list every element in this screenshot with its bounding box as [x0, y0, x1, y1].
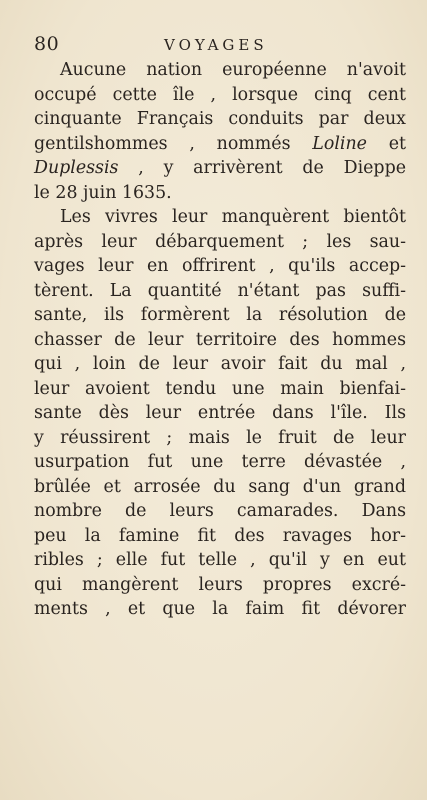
text-line: usurpation fut une terre dévastée , [34, 452, 406, 472]
text-line: brûlée et arrosée du sang d'un grand [34, 476, 406, 497]
text-line: le 28 juin 1635. [34, 182, 172, 203]
text-line: occupé cette île , lorsque cinq cent [34, 84, 406, 105]
text-line: ribles ; elle fut telle , qu'il y en eut [34, 550, 406, 570]
person-name-duplessis: Duplessis [34, 158, 119, 178]
text-line: qui mangèrent leurs propres excré- [34, 574, 406, 595]
text-line: chasser de leur territoire des hommes [34, 329, 406, 350]
text-line: vages leur en offrirent , qu'ils accep- [34, 256, 406, 276]
text-line: sante dès leur entrée dans l'île. Ils [34, 403, 406, 423]
paragraph-2 [34, 205, 406, 622]
text-line: sante, ils formèrent la résolution de [34, 305, 406, 325]
text-line: Aucune nation européenne n'avoit [60, 60, 406, 80]
paragraph-1 [34, 58, 406, 205]
text-line: après leur débarquement ; les sau- [34, 231, 406, 252]
text-run: et [366, 133, 407, 154]
text-line: cinquante Français conduits par deux [34, 109, 406, 129]
running-title: VOYAGES [164, 36, 268, 54]
text-line: y réussirent ; mais le fruit de leur [34, 427, 406, 448]
text-line [34, 132, 406, 157]
body-text [34, 58, 406, 622]
text-line: Les vivres leur manquèrent bientôt [60, 207, 406, 227]
text-line: tèrent. La quantité n'étant pas suffi- [34, 280, 406, 301]
text-line: qui , loin de leur avoir fait du mal , [34, 354, 406, 374]
page-header [34, 33, 394, 57]
page-number: 80 [34, 33, 60, 55]
text-line: leur avoient tendu une main bienfai- [34, 378, 406, 399]
text-line: ments , et que la faim fit dévorer [34, 599, 406, 619]
text-run: gentilshommes , nommés [34, 133, 313, 154]
text-run: , y arrivèrent de Dieppe [118, 158, 406, 178]
person-name-loline: Loline [312, 133, 367, 154]
text-line: peu la famine fit des ravages hor- [34, 525, 406, 546]
text-line: nombre de leurs camarades. Dans [34, 501, 406, 521]
text-line [34, 156, 406, 181]
